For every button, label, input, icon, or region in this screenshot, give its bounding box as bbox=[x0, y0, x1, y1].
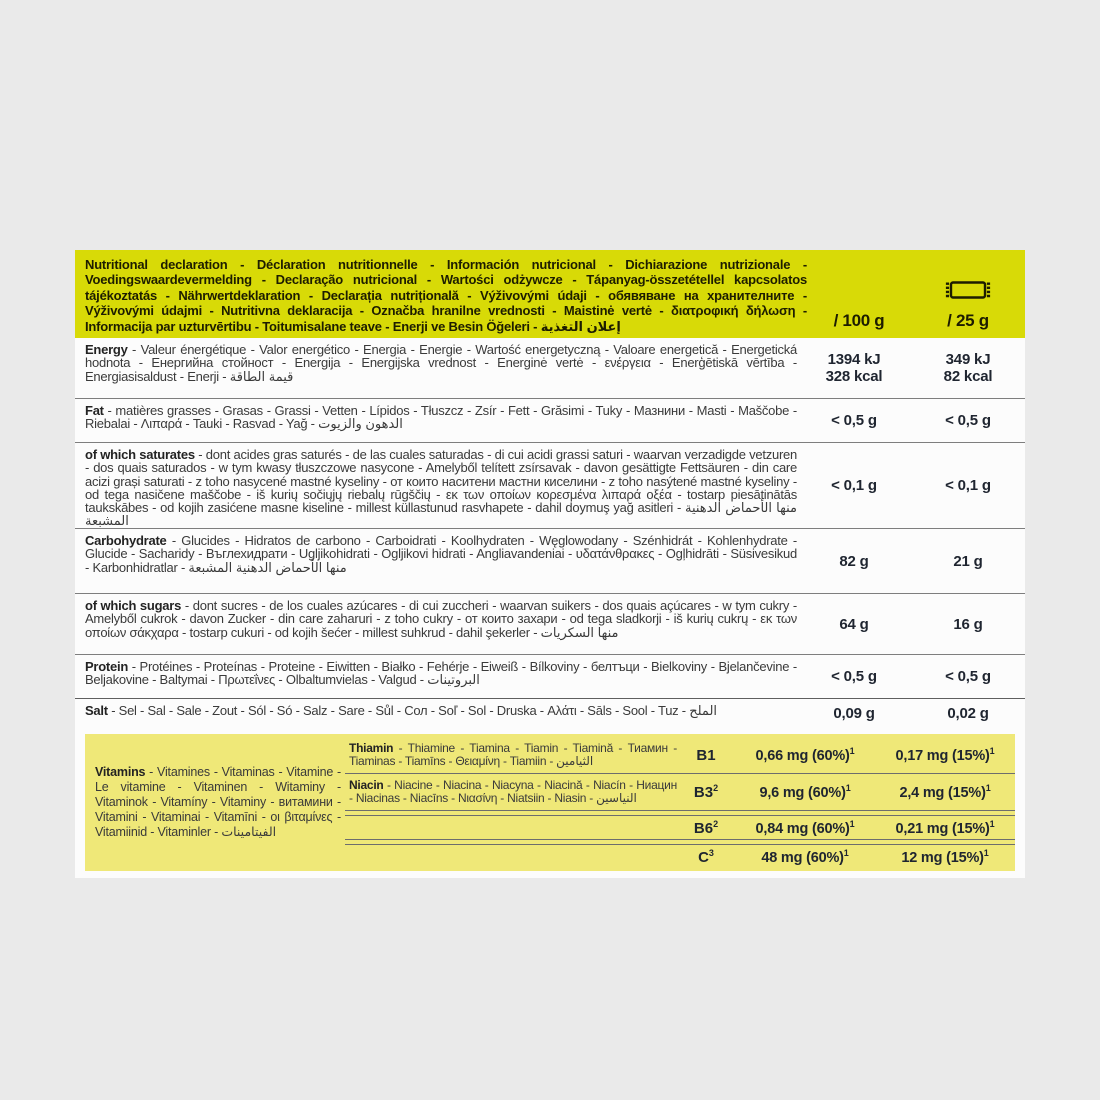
value-100g: 0,84 mg $(60\%)^1$ bbox=[755, 818, 855, 837]
value-25g: < 0,5 g bbox=[945, 412, 991, 429]
value-25g: 12 mg $(15\%)^1$ bbox=[901, 847, 989, 866]
value-kj: 1394 kJ bbox=[827, 351, 881, 368]
value-kcal: 328 kcal bbox=[825, 368, 883, 385]
value-25g: 16 g bbox=[953, 615, 983, 633]
nutrition-table bbox=[75, 250, 1025, 878]
nutrient-term: of which sugars bbox=[85, 598, 182, 613]
nutrient-row-fat bbox=[75, 398, 1025, 442]
nutrient-term: Salt bbox=[85, 703, 108, 718]
value-100g: 0,09 g bbox=[833, 705, 875, 722]
vitamins-label bbox=[85, 734, 345, 871]
value-kcal: 82 kcal bbox=[943, 368, 993, 385]
nutrient-row-carbohydrate bbox=[75, 528, 1025, 593]
table-header bbox=[75, 250, 1025, 338]
value-100g: 0,66 mg $(60\%)^1$ bbox=[755, 746, 855, 764]
vitamin-label: Thiamin - Thiamine - Tiamina - Tiamin - Tiamină - Тиамин - Tiaminas - Tiamīns - Θειαμίνη - Tiamiin - الثيامين bbox=[349, 740, 677, 768]
nutrient-term: Protein bbox=[85, 659, 129, 674]
nutrient-label bbox=[75, 594, 797, 654]
per-100g-label: / 100 g bbox=[833, 311, 885, 330]
value-100g: 82 g bbox=[839, 552, 869, 570]
nutrient-row-saturates bbox=[75, 442, 1025, 528]
per-25g-column-header bbox=[911, 250, 1025, 338]
vitamins-term: Vitamins bbox=[95, 765, 146, 779]
vitamin-row-thiamin bbox=[345, 737, 1015, 773]
vitamin-row-b6 bbox=[345, 816, 1015, 839]
nutrient-term: Carbohydrate bbox=[85, 533, 167, 548]
per-100g-column-header bbox=[807, 250, 911, 338]
value-100g: 9,6 mg $(60\%)^1$ bbox=[759, 783, 851, 801]
nutrient-label bbox=[75, 399, 797, 442]
per-25g-label: / 25 g bbox=[947, 311, 989, 330]
value-100g: 64 g bbox=[839, 615, 869, 633]
nutrient-translations: - dont sucres - de los cuales azúcares - di cui zuccheri - waarvan suikers - dos quais açúcares - w tym cukry - Amelyből cukrok - davon Zucker - din care zaharuri - z toho cukry - от които захари - od tega sladkorji - iš kurių cukrų - εκ των οποίων σάκχαρα - tostarp cukuri - od kojih šećer - millest suhkrud - dahil şekerler - منها السكريات bbox=[85, 598, 797, 640]
value-kj: 349 kJ bbox=[945, 351, 991, 368]
vitamin-row-c bbox=[345, 845, 1015, 868]
value-25g: < 0,1 g bbox=[945, 477, 991, 494]
nutrient-label bbox=[75, 529, 797, 593]
vitamin-code-b1: B1 bbox=[696, 747, 716, 764]
nutrient-term: Energy bbox=[85, 342, 128, 357]
header-title-bold: Nutritional declaration bbox=[85, 257, 228, 272]
value-25g: < 0,5 g bbox=[945, 668, 991, 685]
bar-icon bbox=[944, 279, 992, 306]
nutrient-translations: - matières grasses - Grasas - Grassi - Vetten - Lípidos - Tłuszcz - Zsír - Fett - Grăsimi - Tuky - Мазнини - Masti - Maščobe - Riebalai - Λιπαρά - Tauki - Rasvad - Yağ - الدهون والزيوت bbox=[85, 403, 797, 432]
nutrient-row-sugars bbox=[75, 593, 1025, 654]
value-100g: < 0,5 g bbox=[831, 412, 877, 429]
value-25g: 0,02 g bbox=[947, 705, 989, 722]
value-100g: < 0,5 g bbox=[831, 668, 877, 685]
value-25g: 0,17 mg $(15\%)^1$ bbox=[895, 746, 995, 764]
nutrient-row-protein bbox=[75, 654, 1025, 698]
nutrient-label bbox=[75, 699, 797, 728]
header-title bbox=[75, 250, 807, 338]
nutrient-term: of which saturates bbox=[85, 447, 195, 462]
vitamin-row-niacin bbox=[345, 774, 1015, 810]
nutrient-term: Fat bbox=[85, 403, 104, 418]
value-25g: 0,21 mg $(15\%)^1$ bbox=[895, 818, 995, 837]
nutrient-label bbox=[75, 443, 797, 528]
nutrient-translations: - Sel - Sal - Sale - Zout - Sól - Só - Salz - Sare - Sůl - Сол - Soľ - Sol - Druska - Αλάτι - Sāls - Sool - Tuz - الملح bbox=[107, 703, 718, 718]
value-100g: < 0,1 g bbox=[831, 477, 877, 494]
header-columns bbox=[807, 250, 1025, 338]
nutrient-translations: - Glucides - Hidratos de carbono - Carboidrati - Koolhydraten - Węglowodany - Szénhidrát - Kohlenhydrate - Glucide - Sacharidy - Въглехидрати - Ugljikohidrati - Ogljikovi hidrati - Angliavandeniai - υδατάνθρακες - Ogļhidrāti - Süsivesikud - Karbonhidratlar - منها الأحماض الدهنية المشبعة bbox=[85, 533, 797, 575]
vitamins-panel bbox=[85, 734, 1015, 871]
value-25g bbox=[911, 338, 1025, 398]
value-25g: 21 g bbox=[953, 552, 983, 570]
nutrient-translations: - Valeur énergétique - Valor energético - Energia - Energie - Wartość energetyczną - Valoare energetică - Energetická hodnota - Енергийна стойност - Energija - Energijska vrednost - Energinė vertė - ενέργεια - Enerģētiskā vērtība - Energiasisaldust - Enerji - قيمة الطاقة bbox=[85, 342, 797, 384]
header-title-rest: - Déclaration nutritionnelle - Información nutricional - Dichiarazione nutrizionale - Voedingswaardevermelding - Declaração nutricional - Wartości odżywcze - Tápanyag-összetétellel kapcsolatos tájékoztatás - Nährwertdeklaration - Declarația nutrițională - Výživovými údaji - обявяване на хранителните - Výživovými údajmi - Nutritivna deklaracija - Označba hranilne vrednosti - Maistinė vertė - διατροφική δήλωση - Informacija par uzturvērtibu - Toitumisalane teave - Enerji ve Besin Öğeleri - إعلان التغذية bbox=[85, 257, 807, 334]
nutrient-row-energy bbox=[75, 338, 1025, 398]
vitamins-translations: - Vitamines - Vitaminas - Vitamine - Le vitamine - Vitaminen - Witaminy - Vitaminok - Vitamíny - Vitaminy - витамини - Vitamini - Vitaminai - Vitamīni - οι βιταμίνες - Vitamiinid - Vitaminler - الفيتامينات bbox=[95, 765, 341, 839]
nutrient-row-salt bbox=[75, 698, 1025, 728]
nutrient-label bbox=[75, 338, 797, 398]
vitamin-code-b6: $B6^2$ bbox=[693, 818, 719, 837]
vitamin-code-b3: $B3^2$ bbox=[693, 783, 719, 801]
vitamins-rows bbox=[345, 734, 1015, 871]
nutrient-label bbox=[75, 655, 797, 698]
nutrient-translations: - dont acides gras saturés - de las cuales saturadas - di cui acidi grassi saturi - waarvan verzadigde vetzuren - dos quais saturados - w tym kwasy tłuszczowe nasycone - Amelyből telített zsírsavak - davon gesättigte Fettsäuren - din care acizi grași saturati - z toho nasycené mastné kyseliny - от които наситени мастни киселини - z toho nasýtené mastné kyseliny - od tega nasičene maščobe - iš kurių sočiųjų riebalų rūgščių - εκ των οποίων κορεσμένα λιπαρά οξέα - tostarp piesātinātās taukskābes - od kojih zasićene masne kiseline - millest küllastunud rasvhapete - dahil doymuş yağ asitleri - منها الأحماض الدهنية المشبعة bbox=[85, 447, 797, 529]
value-100g: 48 mg $(60\%)^1$ bbox=[761, 847, 849, 866]
vitamin-code-c: $C^3$ bbox=[698, 847, 714, 866]
nutrient-translations: - Protéines - Proteínas - Proteine - Eiwitten - Białko - Fehérje - Eiweiß - Bílkoviny - белтъци - Bielkoviny - Bjelančevine - Beljakovine - Baltymai - Πρωτεΐνες - Olbaltumvielas - Valgud - البروتينات bbox=[85, 659, 797, 688]
value-25g: 2,4 mg $(15\%)^1$ bbox=[899, 783, 991, 801]
value-100g bbox=[797, 338, 911, 398]
vitamin-label: Niacin - Niacine - Niacina - Niacyna - Niacină - Niacín - Ниацин - Niacinas - Niacīns - Νιασίνη - Niatsiin - Niasin - النياسين bbox=[349, 777, 677, 805]
